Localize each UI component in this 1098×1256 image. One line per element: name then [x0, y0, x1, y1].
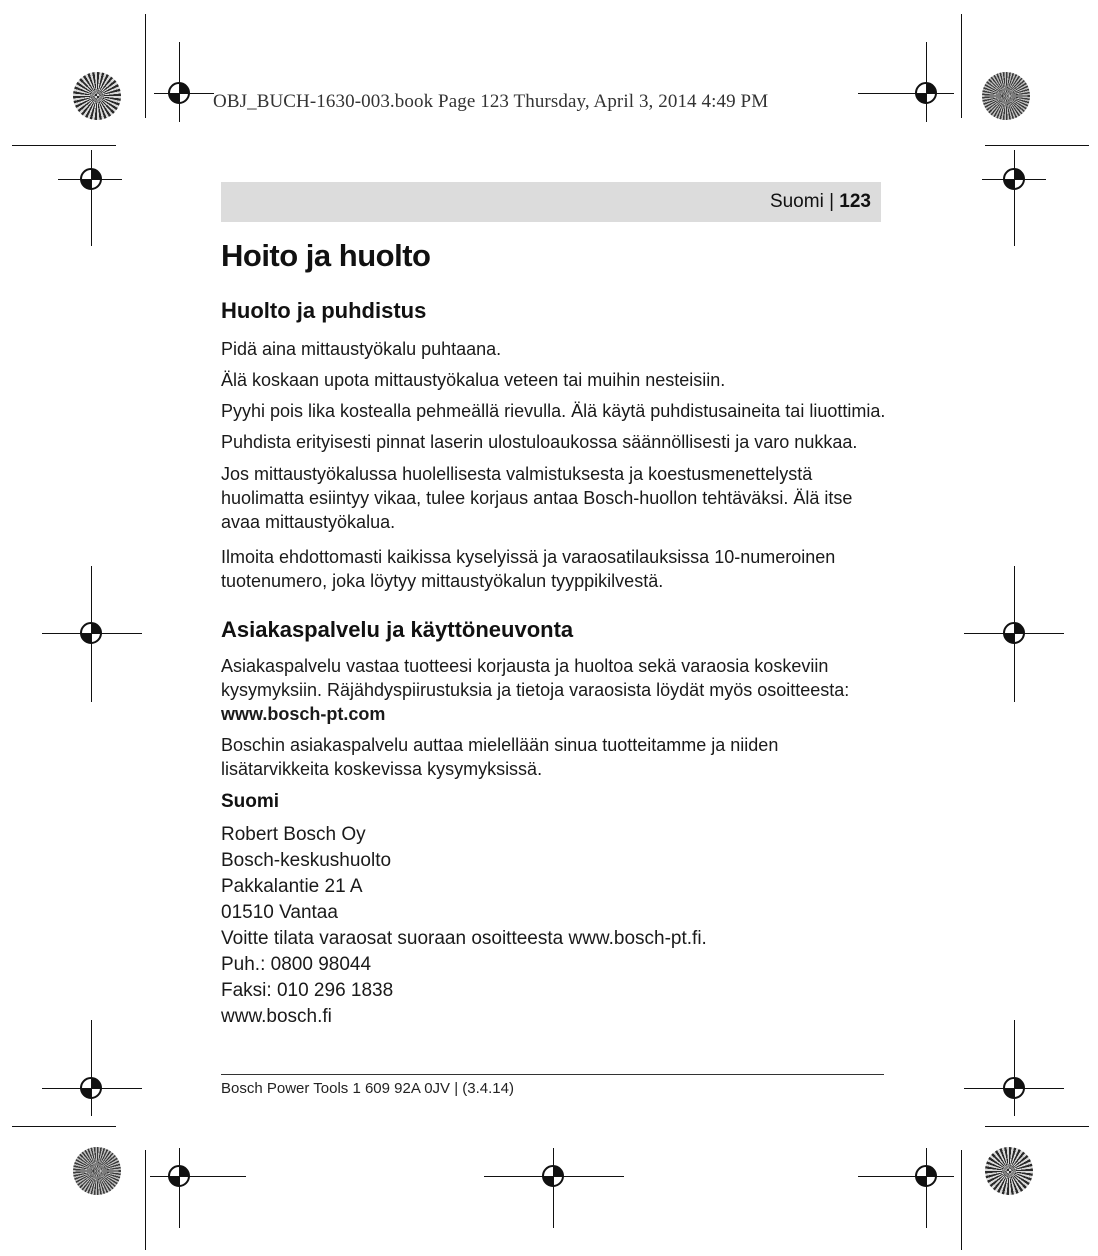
crop-line: [961, 1150, 962, 1250]
paragraph: Älä koskaan upota mittaustyökalua veteen tai muihin nesteisiin.: [221, 370, 726, 390]
paragraph: Asiakaspalvelu vastaa tuotteesi korjausta ja huoltoa sekä varaosia koskeviin kysymyksiin. Räjähdyspiirustuksia ja tietoja varaosista löydät myös osoitteesta:: [221, 656, 850, 700]
address-block: [221, 822, 707, 1030]
registration-target-icon: [76, 1073, 106, 1103]
address-line: Pakkalantie 21 A: [221, 876, 363, 897]
registration-target-icon: [999, 164, 1029, 194]
color-rosette-icon: [73, 72, 121, 120]
paragraph: Pyyhi pois lika kostealla pehmeällä rievulla. Älä käytä puhdistusaineita tai liuottimia.: [221, 401, 886, 421]
registration-target-icon: [76, 164, 106, 194]
footer-text: Bosch Power Tools 1 609 92A 0JV | (3.4.14): [221, 1080, 514, 1097]
paragraph: Jos mittaustyökalussa huolellisesta valmistuksesta ja koestusmenettelystä huolimatta esiintyy vikaa, tulee korjaus antaa Bosch-huollon tehtäväksi. Älä itse avaa mittaustyökalua.: [221, 464, 853, 532]
address-line: Robert Bosch Oy: [221, 824, 366, 845]
book-slug-line: OBJ_BUCH-1630-003.book Page 123 Thursday, April 3, 2014 4:49 PM: [213, 91, 769, 112]
section-heading: Huolto ja puhdistus: [221, 298, 427, 323]
address-line: Puh.: 0800 98044: [221, 954, 372, 975]
paragraph: Puhdista erityisesti pinnat laserin ulostuloaukossa säännöllisesti ja varo nukkaa.: [221, 432, 858, 452]
header-page-number: 123: [839, 191, 871, 212]
address-line: www.bosch.fi: [221, 1006, 332, 1027]
paragraph: Boschin asiakaspalvelu auttaa mielellään sinua tuotteitamme ja niiden lisätarvikkeita koskevissa kysymyksissä.: [221, 735, 779, 779]
color-rosette-icon: [73, 1147, 121, 1195]
country-heading: Suomi: [221, 791, 280, 812]
crop-line: [12, 1126, 116, 1127]
crop-line: [985, 145, 1089, 146]
footer-rule: [221, 1074, 884, 1075]
page-title: Hoito ja huolto: [221, 238, 431, 273]
registration-target-icon: [911, 1161, 941, 1191]
header-section: Suomi: [769, 191, 824, 212]
address-line: Faksi: 010 296 1838: [221, 980, 394, 1001]
registration-target-icon: [76, 618, 106, 648]
running-header: [221, 182, 881, 222]
crop-line: [961, 14, 962, 118]
paragraph: Pidä aina mittaustyökalu puhtaana.: [221, 339, 502, 359]
color-rosette-icon: [982, 72, 1030, 120]
section-heading: Asiakaspalvelu ja käyttöneuvonta: [221, 617, 574, 642]
registration-target-icon: [538, 1161, 568, 1191]
address-line: Bosch-keskushuolto: [221, 850, 392, 871]
address-line: 01510 Vantaa: [221, 902, 338, 923]
registration-target-icon: [164, 1161, 194, 1191]
crop-line: [985, 1126, 1089, 1127]
crop-line: [145, 1150, 146, 1250]
registration-target-icon: [999, 1073, 1029, 1103]
color-rosette-icon: [985, 1147, 1033, 1195]
address-line: Voitte tilata varaosat suoraan osoitteesta www.bosch-pt.fi.: [221, 928, 707, 949]
crop-line: [145, 14, 146, 118]
registration-target-icon: [164, 78, 194, 108]
registration-target-icon: [999, 618, 1029, 648]
header-separator: |: [829, 191, 835, 212]
paragraph: Ilmoita ehdottomasti kaikissa kyselyissä ja varaosatilauksissa 10-numeroinen tuotenumero, joka löytyy mittaustyökalun tyyppikilvestä.: [221, 547, 836, 591]
crop-line: [12, 145, 116, 146]
website-link[interactable]: www.bosch-pt.com: [221, 704, 386, 724]
registration-target-icon: [911, 78, 941, 108]
running-header-text: [770, 191, 871, 213]
